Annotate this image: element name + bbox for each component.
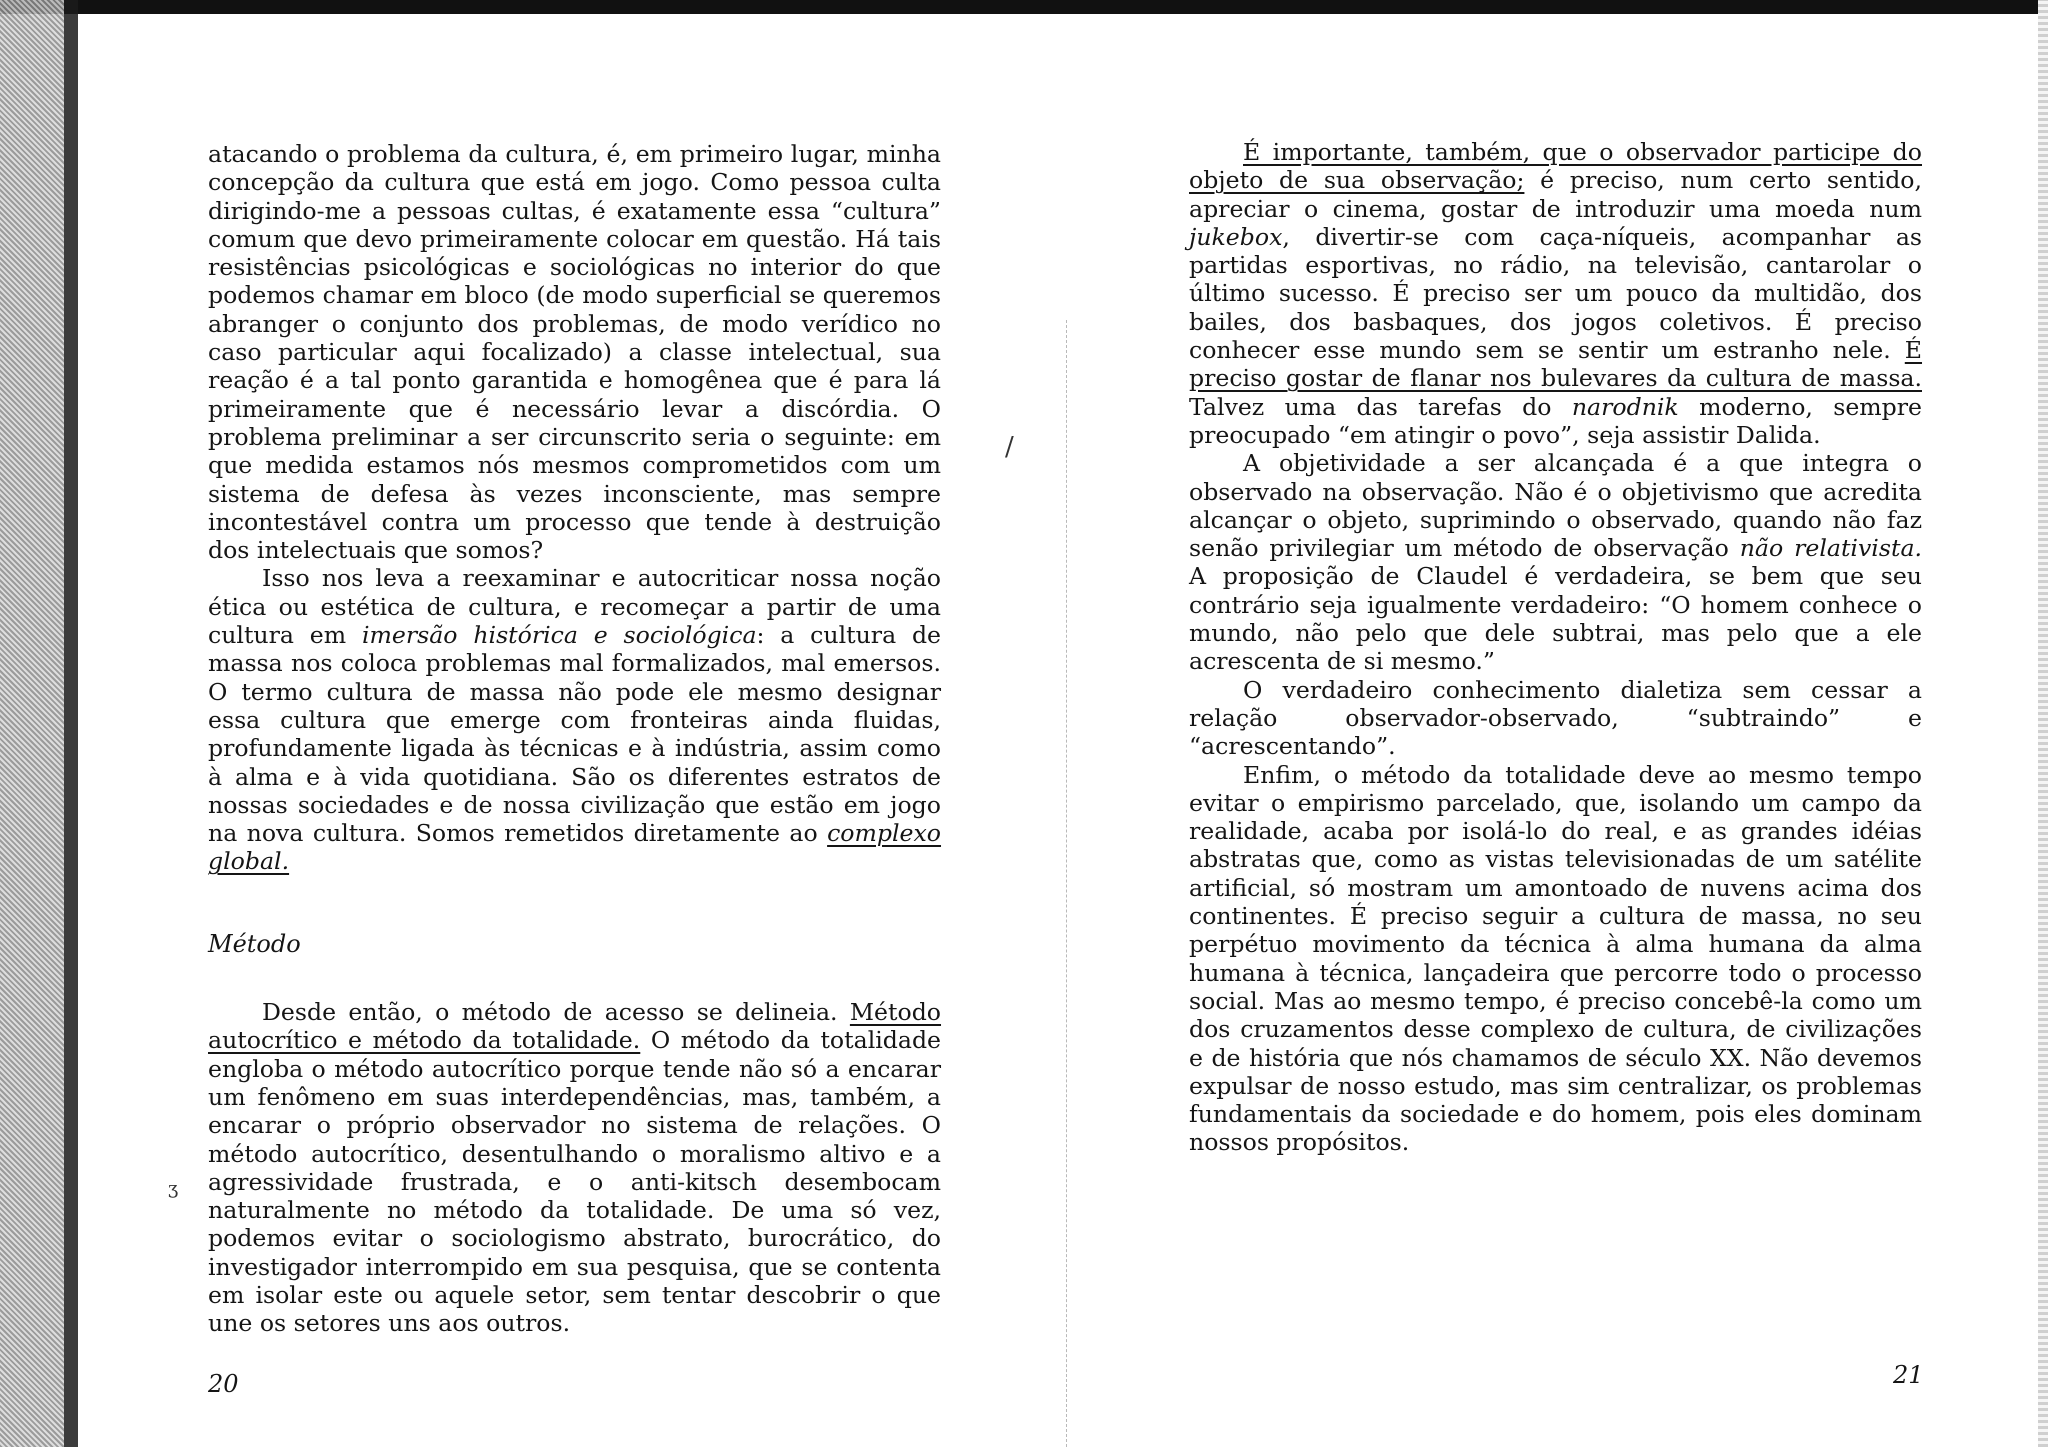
right-paragraph-4: Enfim, o método da totalidade deve ao mesmo tempo evitar o empirismo parcelado, que, isolando um campo da realidade, acaba por isolá-lo do real, e as grandes idéias abstratas que, como as vistas televisionadas de um satélite artificial, só mostram um amontoado de nuvens acima dos continentes. É preciso seguir a cultura de massa, no seu perpétuo movimento da técnica à alma humana da alma humana à técnica, lançadeira que percorre todo o processo social. Mas ao mesmo tempo, é preciso concebê-la como um dos cruzamentos desse complexo de cultura, de civilizações e de história que nós chamamos de século XX. Não devemos expulsar de nosso estudo, mas sim centralizar, os problemas fundamentais da sociedade e do homem, pois eles dominam nossos propósitos. [1189, 760, 1922, 1157]
page-number-right: 21 [1893, 1361, 1924, 1389]
method-paragraph [208, 998, 941, 1338]
text-span: A objetividade a ser alcançada é a que integra o observado na observação. Não é o objetivismo que acredita alcançar o objeto, suprimindo o observado, quando não faz senão privilegiar um método de observação [1189, 449, 1922, 563]
text-span: , divertir-se com caça-níqueis, acompanhar as partidas esportivas, no rádio, na televisão, cantarolar o último sucesso. É preciso ser um pouco da multidão, dos bailes, dos basbaques, dos jogos coletivos. É preciso conhecer esse mundo sem se sentir um estranho nele. [1189, 222, 1922, 365]
page-number-left: 20 [208, 1370, 239, 1398]
pencil-mark: / [1005, 432, 1014, 462]
left-page [208, 140, 941, 1338]
text-span: A proposição de Claudel é verdadeira, se bem que seu contrário seja igualmente verdadeiro: “O homem conhece o mundo, não pelo que dele subtrai, mas pelo que a ele acrescenta de si mesmo.” [1189, 562, 1922, 676]
right-paragraph-2 [1189, 449, 1922, 675]
italic-phrase: imersão histórica e sociológica [361, 621, 757, 650]
right-page [1189, 138, 1922, 1157]
italic-phrase: não relativista. [1739, 534, 1923, 563]
underlined-phrase: Método autocrítico e método da totalidade. [208, 998, 942, 1055]
italic-word: jukebox [1189, 222, 1283, 251]
section-heading: Método [208, 929, 301, 958]
book-gutter [1066, 320, 1067, 1447]
scan-left-edge [0, 0, 78, 1447]
left-paragraph-1: atacando o problema da cultura, é, em primeiro lugar, minha concepção da cultura que está em jogo. Como pessoa culta dirigindo-me a pessoas cultas, é exatamente essa “cultura” comum que devo primeiramente colocar em questão. Há tais resistências psicológicas e sociológicas no interior do que podemos chamar em bloco (de modo superficial se queremos abranger o conjunto dos problemas, de modo verídico no caso particular aqui focalizado) a classe intelectual, sua reação é a tal ponto garantida e homogênea que é para lá primeiramente que é necessário levar a discórdia. O problema preliminar a ser circunscrito seria o seguinte: em que medida estamos nós mesmos comprometidos com um sistema de defesa às vezes inconsciente, mas sempre incontestável contra um processo que tende à destruição dos intelectuais que somos? [208, 140, 941, 565]
scan-top-border [0, 0, 2048, 14]
text-span: Talvez uma das tarefas do [1189, 392, 1552, 421]
text-span: O método da totalidade engloba o método autocrítico porque tende não só a encarar um fenômeno em suas interdependências, mas, também, a encarar o próprio observador no sistema de relações. O método autocrítico, desentulhando o moralismo altivo e a agressividade frustrada, e o anti-kitsch desembocam naturalmente no método da totalidade. De uma só vez, podemos evitar o sociologismo abstrato, burocrático, do investigador interrompido em sua pesquisa, que se contenta em isolar este ou aquele setor, sem tentar descobrir o que une os setores uns aos outros. [208, 1026, 942, 1338]
italic-phrase-underlined: complexo global. [208, 819, 942, 876]
text-span: é preciso, num certo sentido, apreciar o cinema, gostar de introduzir uma moeda num [1189, 166, 1923, 223]
text-span: Isso nos leva a reexaminar e autocriticar nossa noção ética ou estética de cultura, e recomeçar a partir de uma cultura em [208, 564, 941, 650]
underlined-phrase: É importante, também, que o observador participe do objeto de sua observação; [1189, 138, 1922, 195]
italic-word: narodnik [1571, 392, 1679, 421]
margin-mark: ʒ [168, 1178, 179, 1199]
text-span: moderno, sempre preocupado “em atingir o povo”, seja assistir Dalida. [1189, 392, 1923, 449]
text-span: : a cultura de massa nos coloca problemas mal formalizados, mal emersos. O termo cultura de massa não pode ele mesmo designar essa cultura que emerge com fronteiras ainda fluidas, profundamente ligada às técnicas e à indústria, assim como à alma e à vida quotidiana. São os diferentes estratos de nossas sociedades e de nossa civilização que estão em jogo na nova cultura. Somos remetidos diretamente ao [208, 621, 942, 848]
right-paragraph-1 [1189, 138, 1922, 449]
text-span: Desde então, o método de acesso se delineia. [262, 998, 838, 1027]
scan-right-edge [2038, 0, 2048, 1447]
underlined-phrase: É preciso gostar de flanar nos bulevares da cultura de massa. [1189, 336, 1923, 393]
right-paragraph-3: O verdadeiro conhecimento dialetiza sem cessar a relação observador-observado, “subtraindo” e “acrescentando”. [1189, 675, 1922, 761]
left-paragraph-2 [208, 564, 941, 875]
